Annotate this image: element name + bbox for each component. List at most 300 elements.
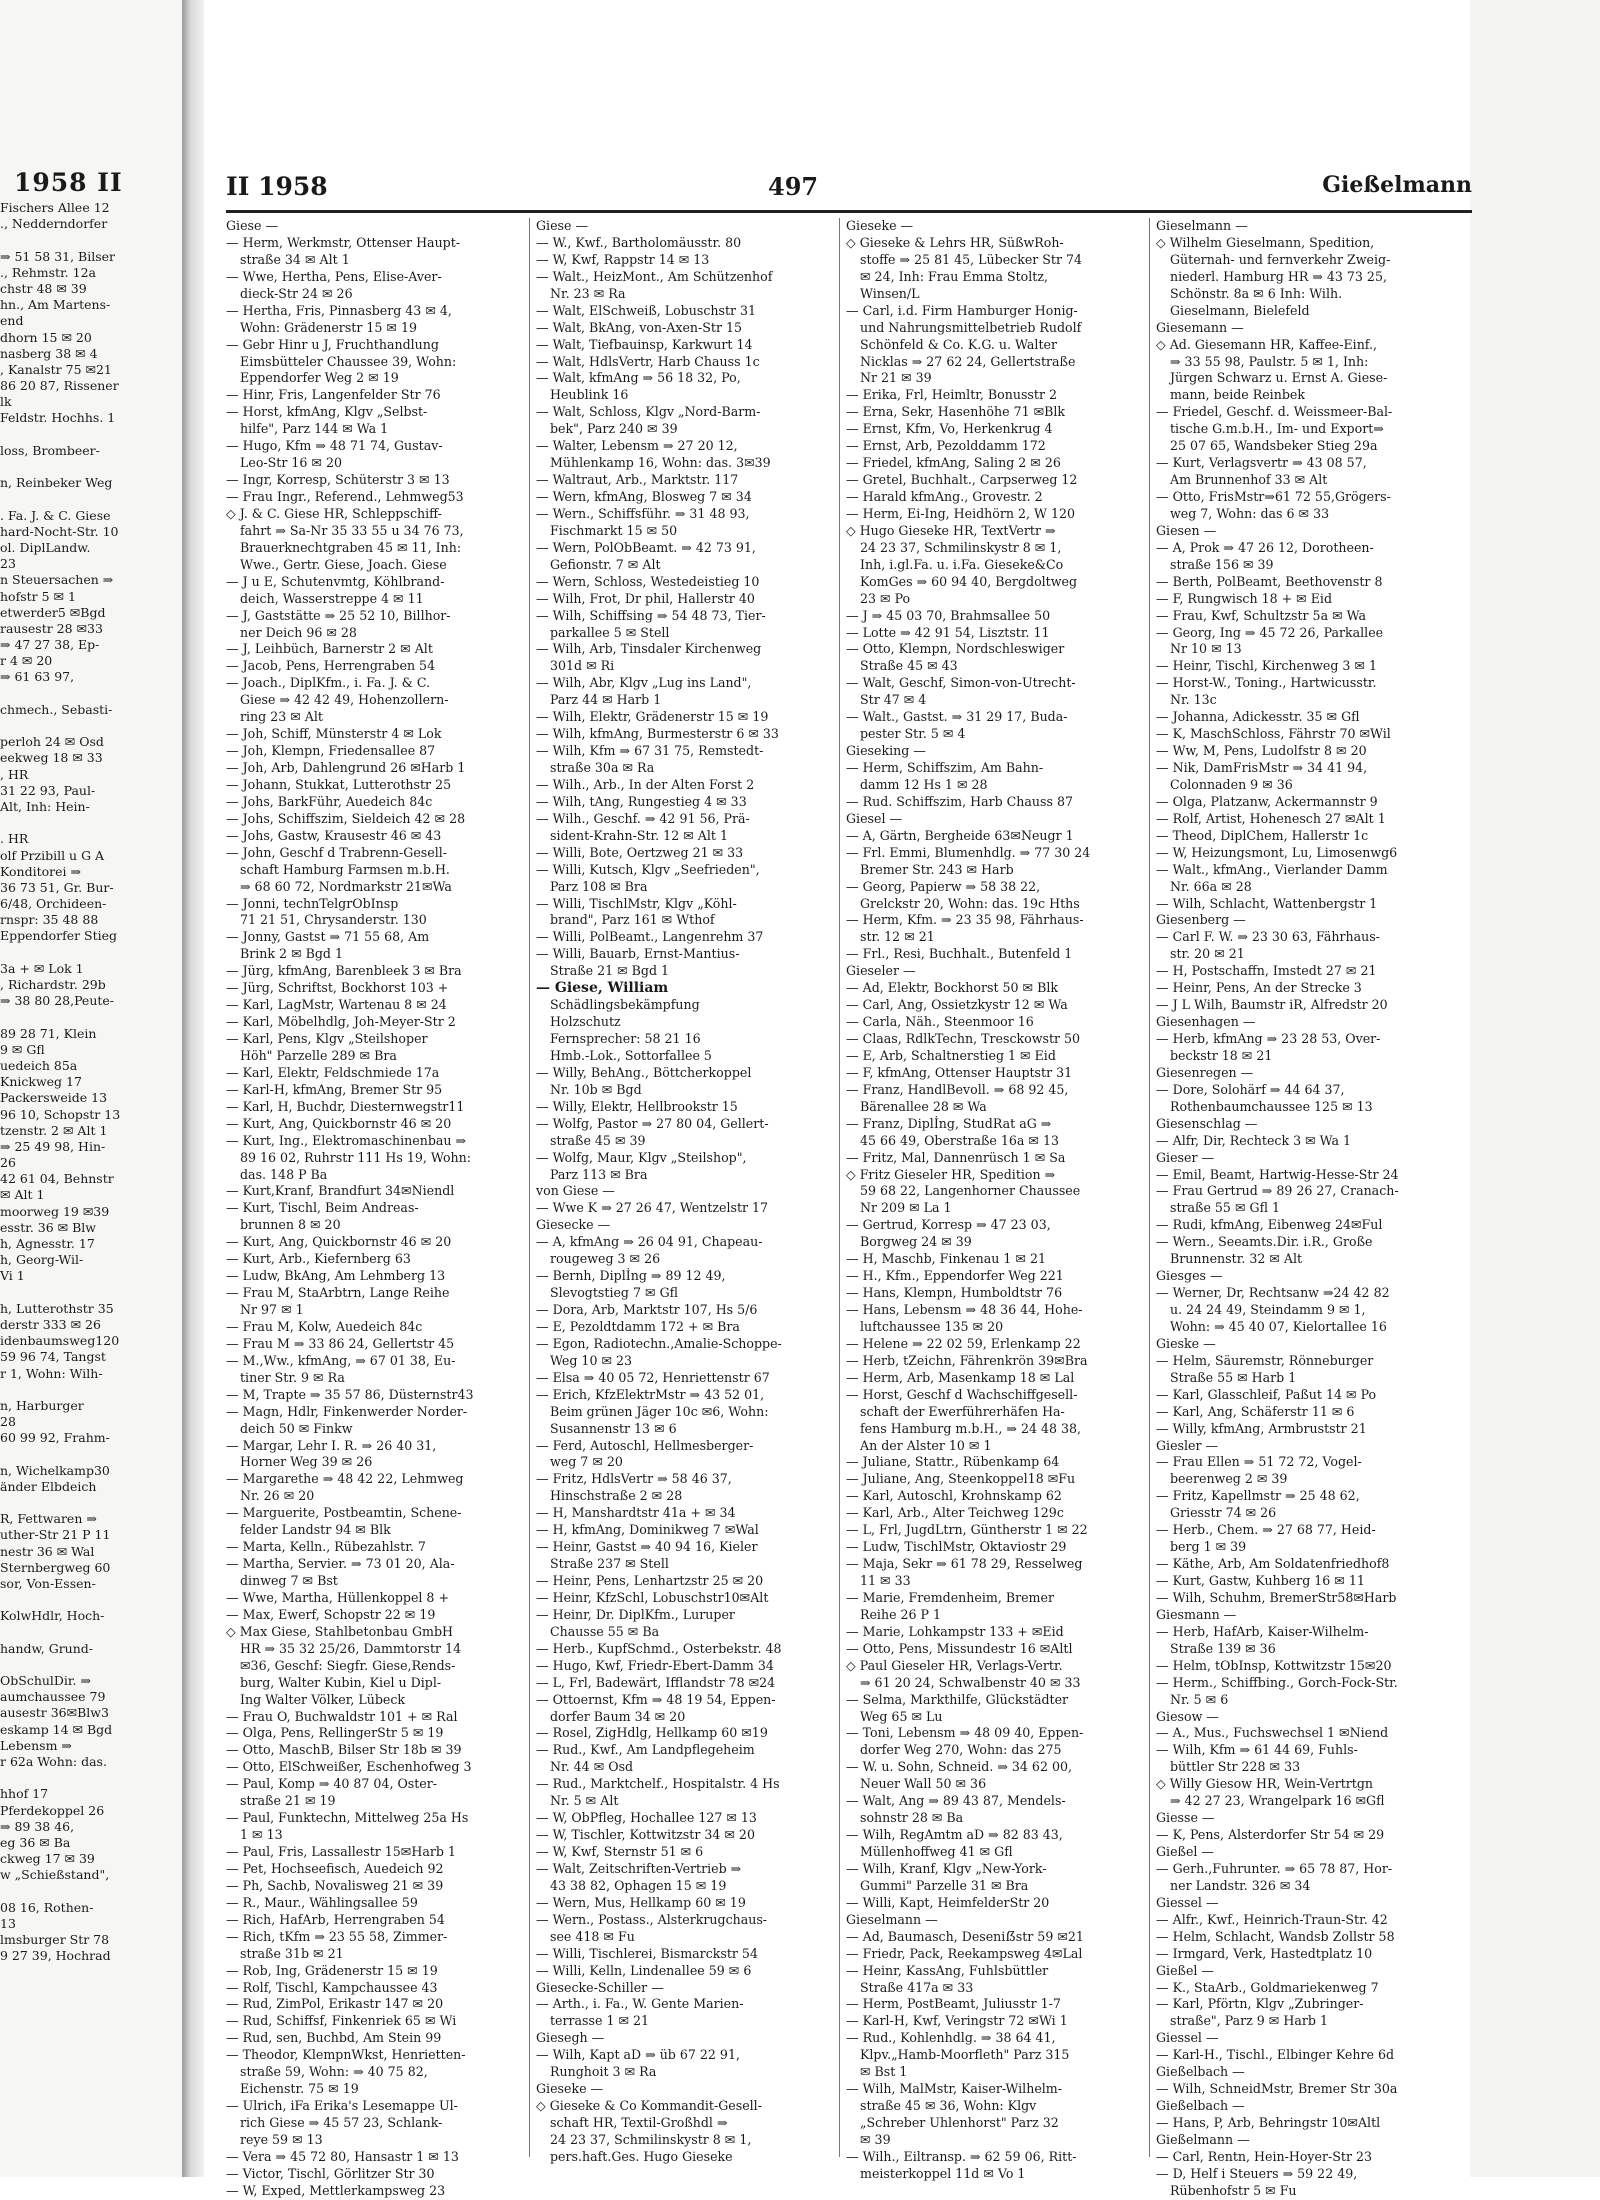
facing-page-line: ⇒ 61 63 97,	[0, 669, 75, 685]
directory-entry-line: — Waltraut, Arb., Marktstr. 117	[536, 472, 739, 488]
directory-entry-line: Str 47 ✉ 4	[860, 692, 927, 708]
directory-entry-line: Rothenbaumchaussee 125 ✉ 13	[1170, 1098, 1373, 1114]
directory-entry-line: — Heinr, Pens, An der Strecke 3	[1156, 980, 1362, 996]
directory-entry-line: ◇ Gieseke & Co Kommandit-Gesell-	[536, 2098, 762, 2114]
directory-entry-line: — Paul, Fris, Lassallestr 15✉Harb 1	[226, 1844, 456, 1859]
directory-entry-line: — Herm, Schiffszim, Am Bahn-	[846, 760, 1044, 775]
directory-entry-line: — Wilh, Kfm ⇒ 61 44 69, Fuhls-	[1156, 1742, 1358, 1758]
directory-entry-line: — Wilh., Eiltransp. ⇒ 62 59 06, Ritt-	[846, 2148, 1077, 2164]
directory-entry-line: ◇ Wilhelm Gieselmann, Spedition,	[1156, 234, 1375, 250]
directory-entry-line: ✉ Bst 1	[860, 2064, 908, 2080]
page-header-catchword: Gießelmann	[1322, 172, 1472, 198]
directory-entry-line: felder Landstr 94 ✉ Blk	[240, 1522, 391, 1538]
directory-entry-line: — John, Geschf d Trabrenn-Gesell-	[226, 844, 448, 860]
directory-entry-line: Giesenhagen —	[1156, 1014, 1256, 1030]
directory-entry-line: dorfer Weg 270, Wohn: das 275	[860, 1742, 1062, 1758]
directory-entry-line: — Joh, Schiff, Münsterstr 4 ✉ Lok	[226, 726, 442, 742]
directory-entry-line: — Friedr, Pack, Reekampsweg 4✉Lal	[846, 1945, 1083, 1961]
facing-page-line: eg 36 ✉ Ba	[0, 1834, 71, 1850]
directory-entry-line: — H., Kfm., Eppendorfer Weg 221	[846, 1268, 1064, 1284]
directory-entry-line: — Johanna, Adickesstr. 35 ✉ Gfl	[1156, 709, 1360, 725]
directory-entry-line: — Heinr, Dr. DiplKfm., Luruper	[536, 1606, 735, 1622]
directory-entry-line: Griesstr 74 ✉ 26	[1170, 1505, 1277, 1521]
directory-entry-line: — A, Prok ⇒ 47 26 12, Dorotheen-	[1156, 539, 1374, 555]
directory-entry-line: — Willy, kfmAng, Armbruststr 21	[1156, 1420, 1367, 1436]
directory-entry-line: — Victor, Tischl, Görlitzer Str 30	[226, 2165, 435, 2181]
directory-entry-line: Weg 65 ✉ Lu	[860, 1708, 943, 1724]
directory-entry-line: — Friedel, kfmAng, Saling 2 ✉ 26	[846, 455, 1061, 471]
directory-entry-line: — Wern., Postass., Alsterkrugchaus-	[536, 1911, 768, 1927]
facing-page-line: Pferdekoppel 26	[0, 1802, 105, 1818]
directory-entry-line: — Wilh., Geschf. ⇒ 42 91 56, Prä-	[536, 810, 750, 826]
directory-entry-line: ner Landstr. 326 ✉ 34	[1170, 1877, 1311, 1893]
directory-entry-line: — Harald kfmAng., Grovestr. 2	[846, 489, 1043, 504]
directory-entry-line: Schädlingsbekämpfung	[550, 997, 700, 1013]
directory-entry-line: — Friedel, Geschf. d. Weissmeer-Bal-	[1156, 404, 1393, 420]
directory-entry-line: — Karl, Ang, Schäferstr 11 ✉ 6	[1156, 1403, 1355, 1419]
directory-entry-line: — Selma, Markthilfe, Glückstädter	[846, 1691, 1069, 1707]
directory-entry-line: — Martha, Servier. ⇒ 73 01 20, Ala-	[226, 1556, 455, 1572]
directory-entry-line: von Giese —	[536, 1183, 615, 1199]
facing-page-line: Feldstr. Hochhs. 1	[0, 410, 116, 426]
directory-entry-line: — Otto, FrisMstr⇒61 72 55,Grögers-	[1156, 489, 1391, 504]
directory-entry-line: Höh" Parzelle 289 ✉ Bra	[240, 1047, 397, 1063]
facing-page-line: ⇒ 25 49 98, Hin-	[0, 1138, 106, 1154]
directory-entry-line: Straße 139 ✉ 36	[1170, 1640, 1276, 1656]
directory-entry-line: — Kurt, Gastw, Kuhberg 16 ✉ 11	[1156, 1573, 1365, 1588]
column-divider	[1149, 218, 1150, 2157]
directory-entry-line: Giesel —	[846, 810, 903, 826]
directory-entry-line: niederl. Hamburg HR ⇒ 43 73 25,	[1170, 268, 1387, 284]
directory-entry-line: Brink 2 ✉ Bgd 1	[240, 946, 344, 962]
directory-entry-line: Susannenstr 13 ✉ 6	[550, 1420, 677, 1436]
directory-entry-line: — Heinr, Gastst ⇒ 40 94 16, Kieler	[536, 1539, 758, 1555]
facing-page-line: r 1, Wohn: Wilh-	[0, 1365, 103, 1381]
directory-entry-line: — Wilh, RegAmtm aD ⇒ 82 83 43,	[846, 1827, 1063, 1843]
directory-entry-line: Straße 21 ✉ Bgd 1	[550, 963, 670, 979]
facing-page-line: KolwHdlr, Hoch-	[0, 1608, 105, 1624]
directory-entry-line: — Wilh, Kranf, Klgv „New-York-	[846, 1860, 1047, 1876]
directory-entry-line: — Rich, tKfm ⇒ 23 55 58, Zimmer-	[226, 1928, 448, 1944]
facing-page-line: nestr 36 ✉ Wal	[0, 1543, 95, 1559]
directory-entry-line: stoffe ⇒ 25 81 45, Lübecker Str 74	[860, 251, 1083, 267]
directory-entry-line: — Rolf, Artist, Hohenesch 27 ✉Alt 1	[1156, 810, 1386, 826]
directory-entry-line: — Wwe, Hertha, Pens, Elise-Aver-	[226, 268, 442, 284]
directory-entry-line: HR ⇒ 35 32 25/26, Dammtorstr 14	[240, 1640, 462, 1656]
directory-entry-line: — Hinr, Fris, Langenfelder Str 76	[226, 387, 441, 403]
facing-page-line: lk	[0, 394, 12, 410]
directory-entry-line: Wohn: ⇒ 45 40 07, Kielortallee 16	[1170, 1318, 1387, 1334]
facing-page-line: eskamp 14 ✉ Bgd	[0, 1721, 113, 1737]
directory-entry-line: — Georg, Ing ⇒ 45 72 26, Parkallee	[1156, 624, 1384, 640]
directory-entry-line: — Walt., HeizMont., Am Schützenhof	[536, 268, 773, 284]
directory-page	[210, 0, 1472, 2198]
directory-entry-line: — Karl, Möbelhdlg, Joh-Meyer-Str 2	[226, 1014, 456, 1030]
header-rule	[226, 210, 1472, 213]
directory-entry-line: Jürgen Schwarz u. Ernst A. Giese-	[1170, 370, 1388, 386]
directory-entry-line: Gießelbach —	[1156, 2098, 1245, 2114]
directory-entry-line: Holzschutz	[550, 1014, 621, 1030]
directory-entry-line: Giesenregen —	[1156, 1064, 1254, 1080]
facing-page-line: hhof 17	[0, 1786, 49, 1802]
directory-entry-line: terrasse 1 ✉ 21	[550, 2013, 650, 2029]
directory-entry-line: — K, Pens, Alsterdorfer Str 54 ✉ 29	[1156, 1827, 1385, 1843]
directory-entry-line: Neuer Wall 50 ✉ 36	[860, 1776, 987, 1792]
directory-entry-line: — Kurt, Ang, Quickbornstr 46 ✉ 20	[226, 1234, 452, 1250]
facing-page-line: Lebensm ⇒	[0, 1737, 72, 1753]
directory-entry-line: Nr. 5 ✉ 6	[1170, 1691, 1229, 1707]
directory-entry-line: — Carl, i.d. Firm Hamburger Honig-	[846, 302, 1078, 318]
directory-entry-line: — Carl, Rentn, Hein-Hoyer-Str 23	[1156, 2148, 1372, 2164]
facing-page-line	[0, 1884, 178, 1900]
directory-entry-line: — W. u. Sohn, Schneid. ⇒ 34 62 00,	[846, 1759, 1072, 1775]
directory-entry-line: — Karl-H, kfmAng, Bremer Str 95	[226, 1081, 443, 1097]
facing-page-line: r 4 ✉ 20	[0, 653, 53, 669]
directory-entry-line: — J u E, Schutenvmtg, Köhlbrand-	[226, 573, 445, 589]
directory-entry-line: — Johs, Schiffszim, Sieldeich 42 ✉ 28	[226, 810, 466, 826]
facing-page-line: dhorn 15 ✉ 20	[0, 329, 92, 345]
directory-entry-line: — L, Frl, Badewärt, Ifflandstr 78 ✉24	[536, 1674, 776, 1690]
facing-page-line: perloh 24 ✉ Osd	[0, 734, 104, 750]
directory-entry-line: — Johann, Stukkat, Lutterothstr 25	[226, 776, 452, 792]
directory-entry-line: — Horst-W., Toning., Hartwicusstr.	[1156, 675, 1377, 691]
directory-entry-line: — Johs, BarkFühr, Auedeich 84c	[226, 793, 433, 809]
facing-page-line: h, Georg-Wil-	[0, 1252, 84, 1268]
directory-entry-line: — H, Postschaffn, Imstedt 27 ✉ 21	[1156, 963, 1377, 979]
directory-entry-line: — Heinr, Pens, Lenhartzstr 25 ✉ 20	[536, 1573, 764, 1588]
directory-entry-line: — Wilh, Abr, Klgv „Lug ins Land",	[536, 675, 752, 691]
facing-page-line: h, Lutterothstr 35	[0, 1300, 114, 1316]
directory-entry-line: — Willi, PolBeamt., Langenrehm 37	[536, 929, 764, 945]
directory-entry-line: — Helm, tObInsp, Kottwitzstr 15✉20	[1156, 1657, 1392, 1673]
facing-page-line: ⇒ 47 27 38, Ep-	[0, 637, 100, 653]
directory-entry-line: — Rosel, ZigHdlg, Hellkamp 60 ✉19	[536, 1725, 768, 1741]
directory-entry-line: straße 59, Wohn: ⇒ 40 75 82,	[240, 2064, 428, 2080]
directory-entry-line: sident-Krahn-Str. 12 ✉ Alt 1	[550, 827, 728, 843]
directory-entry-line: KomGes ⇒ 60 94 40, Bergdoltweg	[860, 573, 1078, 589]
directory-entry-line: — Ph, Sachb, Novalisweg 21 ✉ 39	[226, 1877, 444, 1893]
facing-page-line	[0, 686, 178, 702]
facing-page-line	[0, 1770, 178, 1786]
directory-entry-line: — Herb, HafArb, Kaiser-Wilhelm-	[1156, 1623, 1369, 1639]
facing-page-line: 13	[0, 1915, 16, 1931]
directory-entry-line: — Walt, Tiefbauinsp, Karkwurt 14	[536, 336, 753, 352]
directory-entry-line: — Margar, Lehr I. R. ⇒ 26 40 31,	[226, 1437, 437, 1453]
directory-entry-line: see 418 ✉ Fu	[550, 1928, 635, 1944]
directory-entry-line: — Maja, Sekr ⇒ 61 78 29, Resselweg	[846, 1556, 1083, 1572]
directory-entry-line: — Hans, Lebensm ⇒ 48 36 44, Hohe-	[846, 1302, 1083, 1317]
facing-page-line: sor, Von-Essen-	[0, 1575, 96, 1591]
directory-entry-line: — Frl. Emmi, Blumenhdlg. ⇒ 77 30 24	[846, 844, 1091, 860]
directory-entry-line: 59 68 22, Langenhorner Chaussee	[860, 1183, 1081, 1199]
directory-entry-line: — Rud., Kohlenhdlg. ⇒ 38 64 41,	[846, 2030, 1056, 2046]
directory-entry-line: — W, ObPfleg, Hochallee 127 ✉ 13	[536, 1810, 757, 1826]
facing-page-line: hn., Am Martens-	[0, 297, 111, 313]
directory-entry-line: Eimsbütteler Chaussee 39, Wohn:	[240, 353, 457, 369]
facing-page-line: 31 22 93, Paul-	[0, 782, 96, 798]
facing-page-line: 08 16, Rothen-	[0, 1899, 94, 1915]
directory-entry-line: 301d ✉ Ri	[550, 658, 615, 674]
directory-entry-line: — Erich, KfzElektrMstr ⇒ 43 52 01,	[536, 1386, 765, 1402]
facing-page-line	[0, 1285, 178, 1301]
directory-entry-line: — W, Heizungsmont, Lu, Limosenwg6	[1156, 844, 1398, 860]
facing-page-line: esstr. 36 ✉ Blw	[0, 1219, 97, 1235]
directory-entry-line: — W, Exped, Mettlerkampsweg 23	[226, 2182, 446, 2198]
facing-page-line	[0, 1382, 178, 1398]
directory-entry-line: Eichenstr. 75 ✉ 19	[240, 2081, 359, 2097]
directory-entry-line: — Frau, Kwf, Schultzstr 5a ✉ Wa	[1156, 607, 1366, 623]
facing-page-line: rausestr 28 ✉33	[0, 620, 103, 636]
directory-entry-line: — Helm, Säuremstr, Rönneburger	[1156, 1352, 1374, 1368]
facing-page-line: Packersweide 13	[0, 1090, 108, 1106]
directory-entry-line: — Rud, sen, Buchbd, Am Stein 99	[226, 2030, 442, 2046]
directory-entry-line: — Helene ⇒ 22 02 59, Erlenkamp 22	[846, 1335, 1081, 1351]
directory-entry-line: Horner Weg 39 ✉ 26	[240, 1454, 373, 1470]
directory-entry-line: — Willi, Kelln, Lindenallee 59 ✉ 6	[536, 1962, 752, 1978]
directory-entry-line: Güternah- und fernverkehr Zweig-	[1170, 251, 1391, 267]
directory-entry-line: — Wilh, Kfm ⇒ 67 31 75, Remstedt-	[536, 743, 764, 759]
directory-entry-line: Parz 108 ✉ Bra	[550, 878, 648, 894]
directory-entry-line: Gießel —	[1156, 1844, 1215, 1859]
directory-entry-line: — Joh, Klempn, Friedensallee 87	[226, 743, 436, 759]
directory-entry-line: — Olga, Pens, RellingerStr 5 ✉ 19	[226, 1725, 444, 1741]
directory-entry-line: — Olga, Platzanw, Ackermannstr 9	[1156, 793, 1378, 809]
directory-entry-line: — Rud., Kwf., Am Landpflegeheim	[536, 1742, 755, 1758]
directory-entry-line: schaft der Ewerführerhäfen Ha-	[860, 1403, 1065, 1419]
directory-entry-line: — Giese, William	[536, 980, 669, 997]
facing-page-line: ckweg 17 ✉ 39	[0, 1851, 95, 1867]
directory-entry-line: 1 ✉ 13	[240, 1827, 283, 1843]
directory-entry-line: — Heinr, Tischl, Kirchenweg 3 ✉ 1	[1156, 658, 1377, 674]
directory-entry-line: Wwe., Gertr. Giese, Joach. Giese	[240, 556, 447, 572]
facing-page-line: R, Fettwaren ⇒	[0, 1511, 97, 1527]
directory-entry-line: — Kurt,Kranf, Brandfurt 34✉Niendl	[226, 1183, 455, 1199]
facing-page-line: 96 10, Schopstr 13	[0, 1106, 121, 1122]
directory-entry-line: 45 66 49, Oberstraße 16a ✉ 13	[860, 1132, 1059, 1148]
directory-entry-line: Eppendorfer Weg 2 ✉ 19	[240, 370, 399, 386]
directory-entry-line: Nr. 44 ✉ Osd	[550, 1759, 634, 1775]
directory-entry-line: Gieseking —	[846, 743, 926, 759]
directory-entry-line: bek", Parz 240 ✉ 39	[550, 421, 678, 437]
directory-entry-line: Giese —	[226, 218, 279, 233]
directory-entry-line: — Fritz, HdlsVertr ⇒ 58 46 37,	[536, 1471, 732, 1487]
directory-entry-line: — Max, Ewerf, Schopstr 22 ✉ 19	[226, 1606, 436, 1622]
facing-page-line	[0, 1495, 178, 1511]
directory-entry-line: — Kurt, Ang, Quickbornstr 46 ✉ 20	[226, 1115, 452, 1131]
page-number: 497	[768, 172, 819, 201]
directory-entry-line: Gieske —	[1156, 1335, 1216, 1351]
directory-entry-line: — K., StaArb., Goldmariekenweg 7	[1156, 1979, 1379, 1995]
facing-page-line: r 62a Wohn: das.	[0, 1754, 107, 1769]
directory-entry-line: Hinschstraße 2 ✉ 28	[550, 1488, 683, 1504]
directory-entry-line: — Helm, Schlacht, Wandsb Zollstr 58	[1156, 1928, 1395, 1944]
directory-entry-line: Leo-Str 16 ✉ 20	[240, 455, 342, 471]
directory-entry-line: — Wilh, Arb, Tinsdaler Kirchenweg	[536, 641, 762, 657]
directory-entry-line: — Rolf, Tischl, Kampchaussee 43	[226, 1979, 438, 1995]
directory-entry-line: — Karl, H, Buchdr, Diesternwegstr11	[226, 1098, 465, 1114]
directory-entry-line: straße 31b ✉ 21	[240, 1945, 344, 1961]
directory-entry-line: — F, kfmAng, Ottenser Hauptstr 31	[846, 1064, 1073, 1080]
directory-entry-line: weg 7 ✉ 20	[550, 1454, 623, 1470]
facing-page-line: chmech., Sebasti-	[0, 701, 113, 717]
directory-entry-line: straße 45 ✉ 36, Wohn: Klgv	[860, 2098, 1037, 2114]
directory-entry-line: — Marta, Kelln., Rübezahlstr. 7	[226, 1539, 426, 1555]
directory-entry-line: — Wern., Schiffsführ. ⇒ 31 48 93,	[536, 505, 750, 521]
directory-entry-line: — Magn, Hdlr, Finkenwerder Norder-	[226, 1403, 468, 1419]
directory-entry-line: — Nik, DamFrisMstr ⇒ 34 41 94,	[1156, 760, 1368, 775]
directory-entry-line: Giessel —	[1156, 2030, 1219, 2046]
directory-entry-line: — Arth., i. Fa., W. Gente Marien-	[536, 1996, 744, 2012]
directory-entry-line: — Heinr, KfzSchl, Lobuschstr10✉Alt	[536, 1589, 769, 1605]
directory-column-3	[846, 218, 1142, 2183]
directory-entry-line: — Wilh, SchneidMstr, Bremer Str 30a	[1156, 2081, 1398, 2097]
directory-entry-line: — Marie, Fremdenheim, Bremer	[846, 1589, 1054, 1605]
directory-entry-line: — Karl, Arb., Alter Teichweg 129c	[846, 1505, 1064, 1521]
directory-entry-line: str. 12 ✉ 21	[860, 929, 935, 945]
facing-page-line	[0, 945, 178, 961]
directory-entry-line: — Karl-H, Kwf, Veringstr 72 ✉Wi 1	[846, 2013, 1068, 2029]
directory-entry-line: — Willy, BehAng., Böttcherkoppel	[536, 1064, 752, 1080]
directory-entry-line: Schönfeld & Co. K.G. u. Walter	[860, 336, 1057, 352]
directory-entry-line: — Frau M ⇒ 33 86 24, Gellertstr 45	[226, 1335, 455, 1351]
directory-entry-line: straße 21 ✉ 19	[240, 1793, 336, 1809]
directory-entry-line: Nr. 10b ✉ Bgd	[550, 1081, 642, 1097]
facing-page-line: 86 20 87, Rissener	[0, 378, 119, 394]
directory-entry-line: — M, Trapte ⇒ 35 57 86, Düsternstr43	[226, 1386, 474, 1402]
directory-entry-line: — Heinr, KassAng, Fuhlsbüttler	[846, 1962, 1049, 1978]
directory-entry-line: Gießel —	[1156, 1962, 1215, 1978]
facing-page-line: 6/48, Orchideen-	[0, 896, 107, 912]
directory-entry-line: — Rich, HafArb, Herrengraben 54	[226, 1911, 445, 1927]
directory-entry-line: — Johs, Gastw, Krausestr 46 ✉ 43	[226, 827, 442, 843]
facing-page-line: h, Agnesstr. 17	[0, 1236, 95, 1251]
directory-entry-line: — Alfr, Dir, Rechteck 3 ✉ Wa 1	[1156, 1132, 1352, 1148]
facing-page-line: olf Przibill u G A	[0, 847, 105, 863]
facing-page-line: ., Nedderndorfer	[0, 216, 108, 232]
facing-page-line: . HR	[0, 831, 29, 847]
directory-entry-line: — Carl F. W. ⇒ 23 30 63, Fährhaus-	[1156, 929, 1380, 945]
directory-entry-line: 24 23 37, Schmilinskystr 8 ✉ 1,	[860, 539, 1062, 555]
facing-page-line	[0, 491, 178, 507]
directory-entry-line: — J L Wilh, Baumstr iR, Alfredstr 20	[1156, 997, 1388, 1013]
directory-entry-line: — A., Mus., Fuchswechsel 1 ✉Niend	[1156, 1725, 1389, 1741]
facing-page-line	[0, 1446, 178, 1462]
directory-entry-line: — Walt, ElSchweiß, Lobuschstr 31	[536, 302, 757, 318]
directory-entry-line: — Wwe, Martha, Hüllenkoppel 8 +	[226, 1589, 449, 1605]
directory-entry-line: Ing Walter Völker, Lübeck	[240, 1691, 406, 1707]
facing-page-line: . Fa. J. & C. Giese	[0, 507, 111, 523]
directory-entry-line: Bärenallee 28 ✉ Wa	[860, 1098, 987, 1114]
directory-entry-line: — Karl-H., Tischl., Elbinger Kehre 6d	[1156, 2047, 1395, 2063]
directory-entry-line: — Frau Gertrud ⇒ 89 26 27, Cranach-	[1156, 1183, 1399, 1199]
directory-entry-line: straße 45 ✉ 39	[550, 1132, 646, 1148]
directory-entry-line: — Ernst, Kfm, Vo, Herkenkrug 4	[846, 421, 1053, 437]
directory-entry-line: — Jonny, Gastst ⇒ 71 55 68, Am	[226, 929, 430, 945]
directory-entry-line: dorfer Baum 34 ✉ 20	[550, 1708, 686, 1724]
directory-entry-line: fahrt ⇒ Sa-Nr 35 33 55 u 34 76 73,	[240, 522, 464, 538]
facing-page-line: uther-Str 21 P 11	[0, 1527, 111, 1543]
page-margin-right	[1470, 0, 1600, 2177]
directory-entry-line: Nr 10 ✉ 13	[1170, 641, 1242, 657]
directory-entry-line: Wohn: Grädenerstr 15 ✉ 19	[240, 319, 417, 335]
directory-entry-line: — Wolfg, Maur, Klgv „Steilshop",	[536, 1149, 747, 1165]
facing-page-line: hofstr 5 ✉ 1	[0, 588, 76, 604]
facing-page-line: ⇒ 51 58 31, Bilser	[0, 248, 116, 264]
facing-page-line: 9 ✉ Gfl	[0, 1041, 45, 1057]
directory-entry-line: Borgweg 24 ✉ 39	[860, 1234, 972, 1250]
directory-entry-line: Gieselmann —	[846, 1911, 938, 1927]
directory-entry-line: — Frau O, Buchwaldstr 101 + ✉ Ral	[226, 1708, 458, 1724]
directory-entry-line: — Horst, Geschf d Wachschiffgesell-	[846, 1386, 1078, 1402]
directory-entry-line: Nr 21 ✉ 39	[860, 370, 932, 386]
directory-entry-line: ✉ 39	[860, 2131, 891, 2147]
directory-entry-line: — Kurt, Verlagsvertr ⇒ 43 08 57,	[1156, 455, 1367, 471]
directory-entry-line: — Wern, Schloss, Westedeistieg 10	[536, 573, 760, 589]
directory-entry-line: — Rudi, kfmAng, Eibenweg 24✉Ful	[1156, 1217, 1383, 1233]
directory-entry-line: fens Hamburg m.b.H., ⇒ 24 48 38,	[860, 1420, 1082, 1436]
facing-page-header: 1958 II	[14, 168, 123, 197]
directory-entry-line: — Bernh, Diplİng ⇒ 89 12 49,	[536, 1268, 726, 1284]
directory-entry-line: An der Alster 10 ✉ 1	[860, 1437, 992, 1453]
facing-page-line: aumchaussee 79	[0, 1689, 106, 1705]
directory-entry-line: — Kurt, Ing., Elektromaschinenbau ⇒	[226, 1132, 467, 1148]
directory-entry-line: rougeweg 3 ✉ 26	[550, 1251, 661, 1267]
directory-entry-line: burg, Walter Kubin, Kiel u Dipl-	[240, 1674, 442, 1690]
directory-entry-line: schaft HR, Textil-Großhdl ⇒	[550, 2115, 728, 2130]
directory-entry-line: brunnen 8 ✉ 20	[240, 1217, 341, 1233]
facing-page-line: 42 61 04, Behnstr	[0, 1171, 114, 1187]
directory-entry-line: — W, Tischler, Kottwitzstr 34 ✉ 20	[536, 1827, 755, 1843]
directory-entry-line: beckstr 18 ✉ 21	[1170, 1047, 1273, 1063]
facing-page-line: 3a + ✉ Lok 1	[0, 960, 84, 976]
directory-entry-line: — Otto, MaschB, Bilser Str 18b ✉ 39	[226, 1742, 462, 1758]
directory-entry-line: Winsen/L	[860, 285, 920, 301]
directory-entry-line: ner Deich 96 ✉ 28	[240, 624, 357, 640]
directory-entry-line: — Wilh, Schiffsing ⇒ 54 48 73, Tier-	[536, 607, 766, 623]
directory-entry-line: — M.,Ww., kfmAng, ⇒ 67 01 38, Eu-	[226, 1352, 456, 1368]
directory-entry-line: — Walt, Ang ⇒ 89 43 87, Mendels-	[846, 1793, 1066, 1809]
directory-entry-line: — Jacob, Pens, Herrengraben 54	[226, 658, 436, 674]
directory-entry-line: — J ⇒ 45 03 70, Brahmsallee 50	[846, 607, 1051, 623]
directory-entry-line: Fernsprecher: 58 21 16	[550, 1031, 701, 1046]
directory-entry-line: — Walt, Schloss, Klgv „Nord-Barm-	[536, 404, 761, 420]
directory-entry-line: Giesges —	[1156, 1268, 1223, 1284]
directory-entry-line: — Karl, Elektr, Feldschmiede 17a	[226, 1064, 440, 1080]
directory-entry-line: — Margarethe ⇒ 48 42 22, Lehmweg	[226, 1471, 464, 1487]
directory-entry-line: — Karl, Autoschl, Krohnskamp 62	[846, 1488, 1062, 1504]
directory-entry-line: — Joh, Arb, Dahlengrund 26 ✉Harb 1	[226, 760, 466, 775]
directory-entry-line: — Rob, Ing, Grädenerstr 15 ✉ 19	[226, 1962, 438, 1978]
directory-entry-line: Gieseke —	[536, 2081, 604, 2097]
directory-entry-line: — Walt, Zeitschriften-Vertrieb ⇒	[536, 1860, 742, 1876]
directory-entry-line: Slevogtstieg 7 ✉ Gfl	[550, 1285, 679, 1301]
facing-page-line: ObSchulDir. ⇒	[0, 1673, 91, 1689]
directory-entry-line: — J, Gaststätte ⇒ 25 52 10, Billhor-	[226, 607, 451, 623]
facing-page-line	[0, 815, 178, 831]
directory-entry-line: ⇒ 61 20 24, Schwalbenstr 40 ✉ 33	[860, 1674, 1081, 1690]
directory-entry-line: — W., Kwf., Bartholomäusstr. 80	[536, 234, 742, 250]
directory-entry-line: — Marie, Lohkampstr 133 + ✉Eid	[846, 1623, 1064, 1639]
directory-entry-line: — Ferd, Autoschl, Hellmesberger-	[536, 1437, 754, 1453]
directory-entry-line: — Emil, Beamt, Hartwig-Hesse-Str 24	[1156, 1166, 1399, 1182]
directory-entry-line: Bremer Str. 243 ✉ Harb	[860, 861, 1014, 877]
directory-entry-line: — A, kfmAng ⇒ 26 04 91, Chapeau-	[536, 1234, 763, 1250]
directory-entry-line: Gefionstr. 7 ✉ Alt	[550, 556, 661, 572]
directory-entry-line: — Karl, Pens, Klgv „Steilshoper	[226, 1031, 428, 1046]
directory-entry-line: Brunnenstr. 32 ✉ Alt	[1170, 1251, 1303, 1267]
facing-page-line: idenbaumsweg120	[0, 1333, 120, 1349]
facing-page-line: moorweg 19 ✉39	[0, 1203, 110, 1219]
